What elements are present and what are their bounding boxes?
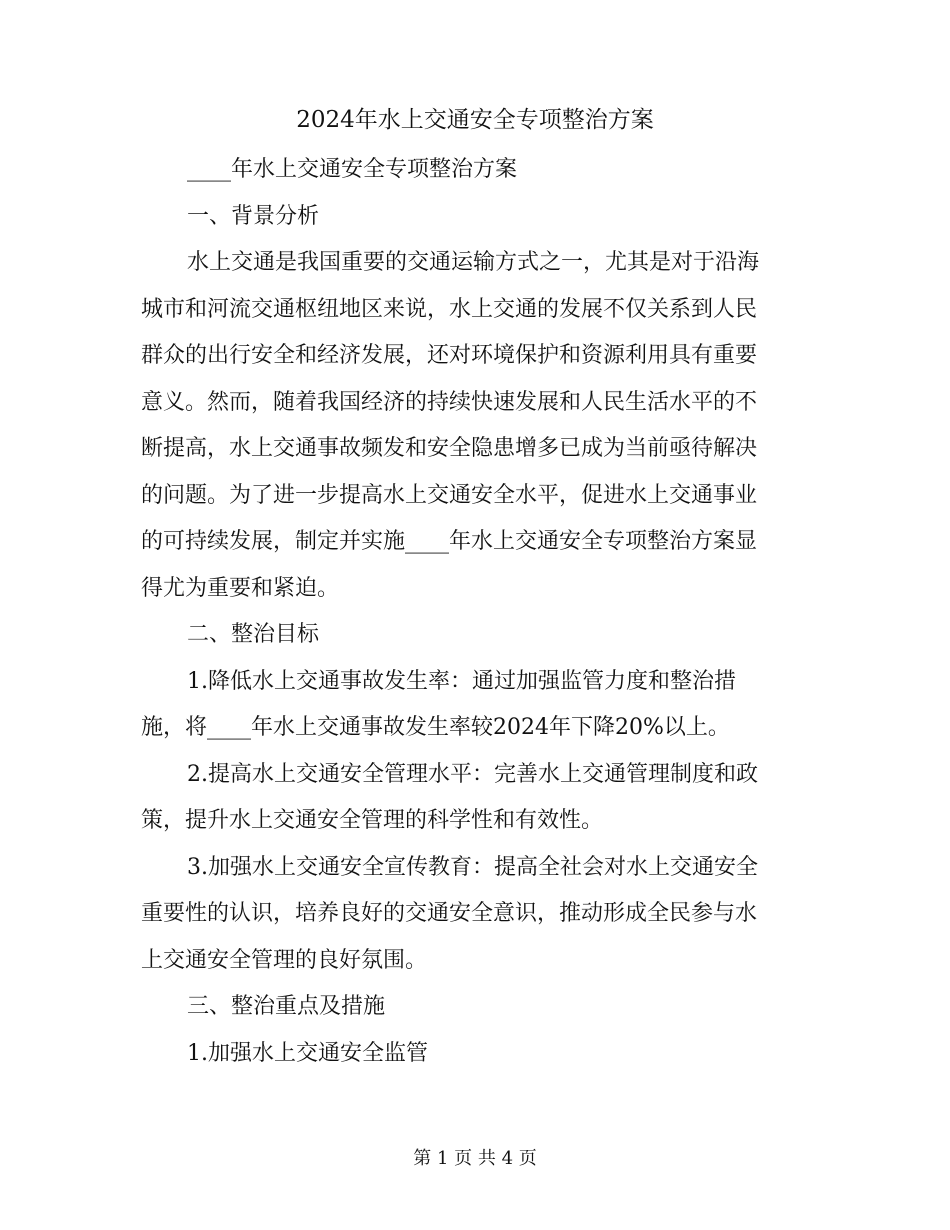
- body-line: 水上交通是我国重要的交通运输方式之一，尤其是对于沿海: [187, 250, 760, 275]
- body-line: 意义。然而，随着我国经济的持续快速发展和人民生活水平的不: [141, 389, 758, 415]
- body-line: 的可持续发展，制定并实施____年水上交通安全专项整治方案显: [141, 529, 758, 554]
- section-heading: 二、整治目标: [187, 622, 320, 647]
- body-line: 3.加强水上交通安全宣传教育：提高全社会对水上交通安全: [187, 854, 758, 880]
- section-heading: 三、整治重点及措施: [187, 994, 386, 1019]
- body-line: 1.降低水上交通事故发生率：通过加强监管力度和整治措: [187, 668, 736, 694]
- section-heading: 一、背景分析: [187, 203, 320, 229]
- body-line: 断提高，水上交通事故频发和安全隐患增多已成为当前亟待解决: [141, 436, 758, 461]
- body-line: 策，提升水上交通安全管理的科学性和有效性。: [141, 808, 604, 833]
- body-line: 的问题。为了进一步提高水上交通安全水平，促进水上交通事业: [141, 482, 758, 508]
- body-line: 得尤为重要和紧迫。: [141, 575, 340, 601]
- body-line: 2.提高水上交通安全管理水平：完善水上交通管理制度和政: [187, 761, 758, 787]
- body-line: 城市和河流交通枢纽地区来说，水上交通的发展不仅关系到人民: [141, 296, 758, 322]
- body-line: 施，将____年水上交通事故发生率较2024年下降20%以上。: [141, 715, 730, 740]
- body-line: ____年水上交通安全专项整治方案: [187, 157, 518, 182]
- page-footer: 第 1 页 共 4 页: [413, 1148, 537, 1169]
- body-line: 重要性的认识，培养良好的交通安全意识，推动形成全民参与水: [141, 901, 758, 926]
- body-line: 上交通安全管理的良好氛围。: [141, 947, 428, 973]
- body-line: 1.加强水上交通安全监管: [187, 1040, 428, 1066]
- body-line: 群众的出行安全和经济发展，还对环境保护和资源利用具有重要: [141, 343, 758, 368]
- document-body: [141, 147, 801, 1077]
- document-title: 2024年水上交通安全专项整治方案: [296, 107, 654, 133]
